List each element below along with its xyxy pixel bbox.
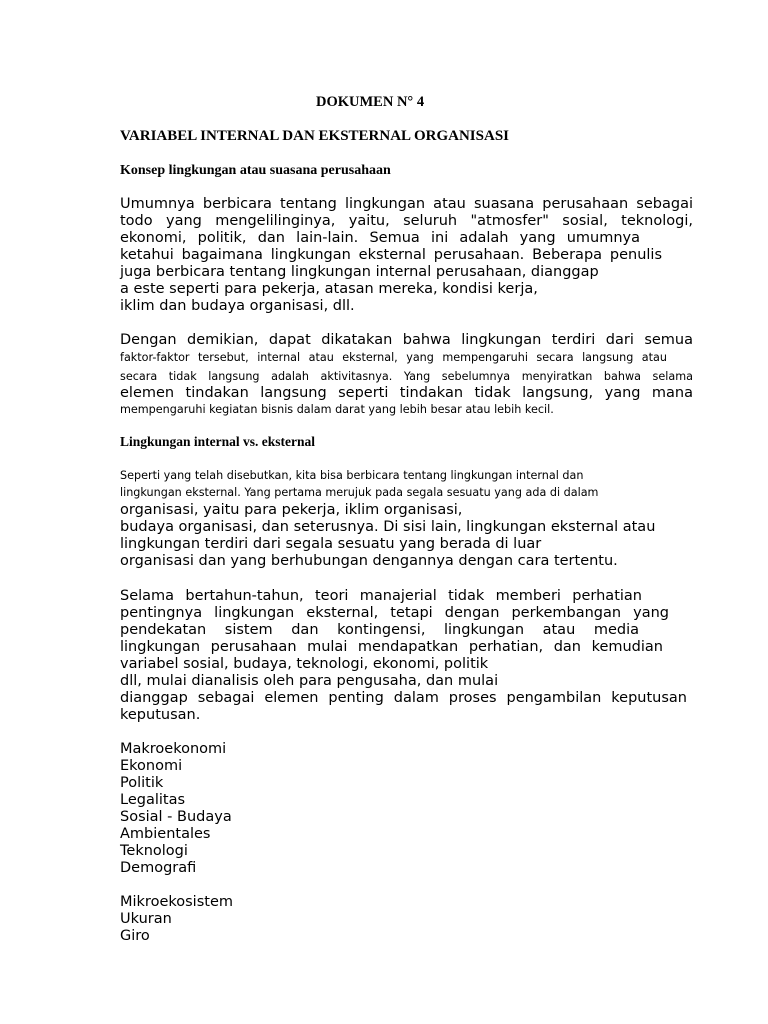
text-line: ketahui bagaimana lingkungan eksternal perusahaan. Beberapa penulis: [120, 247, 662, 263]
text-line: variabel sosial, budaya, teknologi, ekonomi, politik: [120, 656, 489, 672]
list-item: Legalitas: [120, 792, 186, 808]
text-line: Umumnya berbicara tentang lingkungan atau suasana perusahaan sebagai: [120, 196, 693, 212]
macro-environment-list: [120, 741, 232, 877]
paragraph-teori: [120, 588, 693, 724]
text-line: Seperti yang telah disebutkan, kita bisa berbicara tentang lingkungan internal dan: [120, 469, 584, 482]
main-heading: VARIABEL INTERNAL DAN EKSTERNAL ORGANISASI: [120, 128, 509, 144]
text-line: ekonomi, politik, dan lain-lain. Semua ini adalah yang umumnya: [120, 230, 640, 246]
micro-environment-list: [120, 894, 233, 945]
paragraph-konsep: [120, 196, 693, 315]
text-line: elemen tindakan langsung seperti tindakan tidak langsung, yang mana: [120, 385, 693, 401]
list-item: Ambientales: [120, 826, 211, 842]
text-line: secara tidak langsung adalah aktivitasnya. Yang sebelumnya menyiratkan bahwa selama: [120, 370, 693, 383]
text-line: Selama bertahun-tahun, teori manajerial tidak memberi perhatian: [120, 588, 642, 604]
list-item: Makroekonomi: [120, 741, 227, 757]
text-line: organisasi, yaitu para pekerja, iklim organisasi,: [120, 502, 463, 518]
text-line: faktor-faktor tersebut, internal atau eksternal, yang mempengaruhi secara langsung atau: [120, 351, 667, 364]
list-item: Politik: [120, 775, 164, 791]
list-item: Ukuran: [120, 911, 172, 927]
text-line: todo yang mengelilinginya, yaitu, seluruh "atmosfer" sosial, teknologi,: [120, 213, 693, 229]
text-line: pendekatan sistem dan kontingensi, lingkungan atau media: [120, 622, 639, 638]
text-line: iklim dan budaya organisasi, dll.: [120, 298, 355, 314]
text-line: lingkungan eksternal. Yang pertama merujuk pada segala sesuatu yang ada di dalam: [120, 486, 599, 499]
paragraph-lingkungan: [120, 332, 693, 417]
list-item: Teknologi: [120, 843, 188, 859]
text-line: budaya organisasi, dan seterusnya. Di sisi lain, lingkungan eksternal atau: [120, 519, 656, 535]
list-item: Sosial - Budaya: [120, 809, 232, 825]
list-item: Mikroekosistem: [120, 894, 233, 910]
text-line: juga berbicara tentang lingkungan internal perusahaan, dianggap: [120, 264, 599, 280]
text-line: lingkungan perusahaan mulai mendapatkan perhatian, dan kemudian: [120, 639, 663, 655]
text-line: pentingnya lingkungan eksternal, tetapi dengan perkembangan yang: [120, 605, 669, 621]
text-line: dll, mulai dianalisis oleh para pengusaha, dan mulai: [120, 673, 499, 689]
list-item: Giro: [120, 928, 150, 944]
text-line: mempengaruhi kegiatan bisnis dalam darat yang lebih besar atau lebih kecil.: [120, 403, 554, 416]
text-line: dianggap sebagai elemen penting dalam proses pengambilan keputusan: [120, 690, 687, 706]
document-title: DOKUMEN N° 4: [316, 94, 425, 110]
text-line: Dengan demikian, dapat dikatakan bahwa lingkungan terdiri dari semua: [120, 332, 693, 348]
section-heading-lingkungan: Lingkungan internal vs. eksternal: [120, 434, 316, 449]
section-heading-konsep: Konsep lingkungan atau suasana perusahaan: [120, 163, 391, 178]
paragraph-internal-eksternal: [120, 467, 693, 570]
text-line: organisasi dan yang berhubungan dengannya dengan cara tertentu.: [120, 553, 618, 569]
text-line: keputusan.: [120, 707, 201, 723]
text-line: lingkungan terdiri dari segala sesuatu yang berada di luar: [120, 536, 542, 552]
list-item: Demografi: [120, 860, 197, 876]
list-item: Ekonomi: [120, 758, 183, 774]
text-line: a este seperti para pekerja, atasan mereka, kondisi kerja,: [120, 281, 538, 297]
